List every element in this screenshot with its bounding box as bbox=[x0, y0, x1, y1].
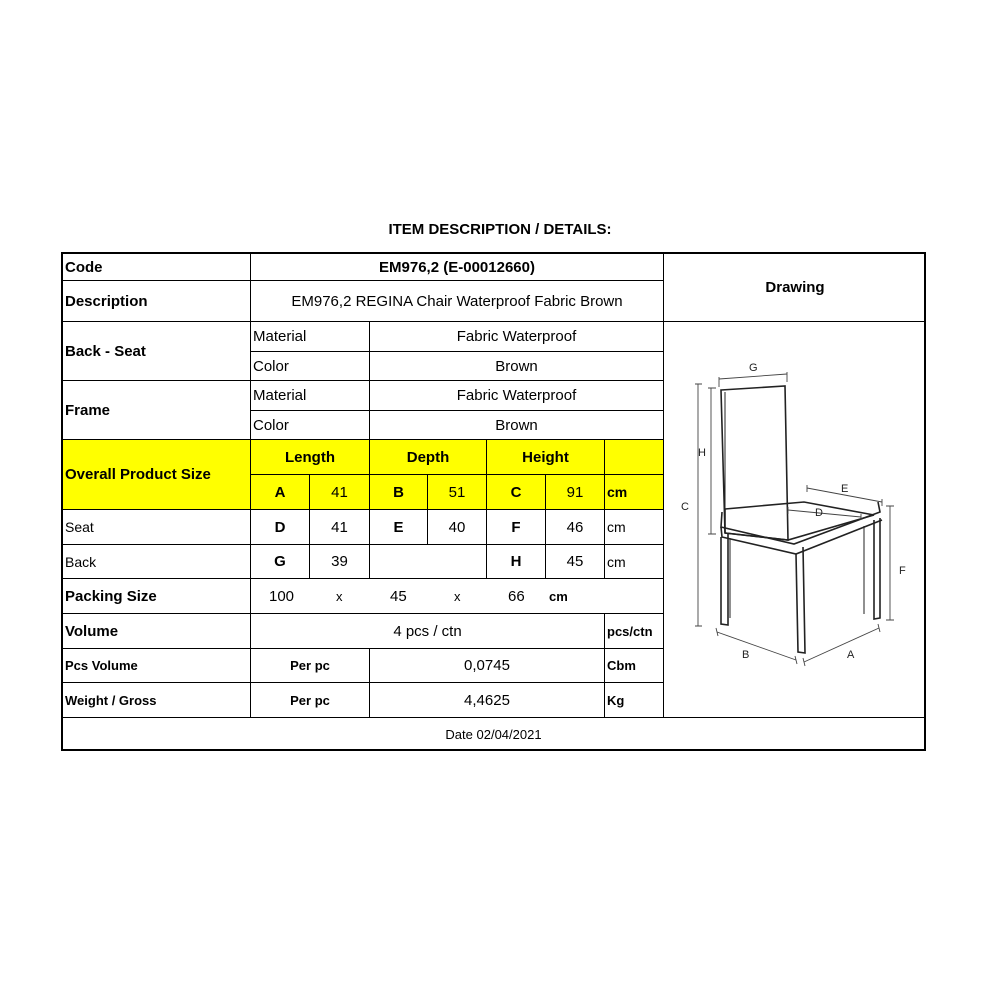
frame-color-value: Brown bbox=[370, 411, 664, 440]
overall-b-value: 51 bbox=[428, 475, 487, 510]
chair-leg-front bbox=[796, 547, 805, 653]
pcs-volume-unit: Cbm bbox=[605, 649, 664, 683]
back-label: Back bbox=[63, 545, 251, 579]
back-g-letter: G bbox=[251, 545, 310, 579]
dim-h-label: H bbox=[698, 447, 706, 459]
back-unit: cm bbox=[605, 545, 664, 579]
dim-c-label: C bbox=[681, 501, 689, 513]
back-seat-color-value: Brown bbox=[370, 352, 664, 381]
volume-value: 4 pcs / ctn bbox=[251, 614, 605, 649]
weight-label: Weight / Gross bbox=[63, 683, 251, 718]
frame-material-value: Fabric Waterproof bbox=[370, 381, 664, 411]
overall-c-value: 91 bbox=[546, 475, 605, 510]
back-seat-material-value: Fabric Waterproof bbox=[370, 322, 664, 352]
packing-x2: x bbox=[454, 588, 461, 604]
description-label: Description bbox=[63, 281, 251, 322]
pcs-volume-per: Per pc bbox=[251, 649, 370, 683]
back-seat-label: Back - Seat bbox=[63, 322, 251, 381]
back-h-letter: H bbox=[487, 545, 546, 579]
dim-a-label: A bbox=[847, 649, 855, 661]
dim-f-label: F bbox=[899, 565, 906, 577]
drawing-label: Drawing bbox=[664, 254, 926, 322]
frame-label: Frame bbox=[63, 381, 251, 440]
back-h-value: 45 bbox=[546, 545, 605, 579]
packing-height: 66 bbox=[508, 587, 525, 605]
packing-unit: cm bbox=[549, 588, 568, 604]
code-value: EM976,2 (E-00012660) bbox=[251, 254, 664, 281]
chair-backrest bbox=[721, 386, 788, 540]
weight-value: 4,4625 bbox=[370, 683, 605, 718]
back-seat-material-label: Material bbox=[251, 322, 370, 352]
packing-label: Packing Size bbox=[63, 579, 251, 614]
back-seat-color-label: Color bbox=[251, 352, 370, 381]
height-header: Height bbox=[487, 440, 605, 475]
chair-seat bbox=[725, 502, 874, 540]
pcs-volume-label: Pcs Volume bbox=[63, 649, 251, 683]
depth-header: Depth bbox=[370, 440, 487, 475]
back-g-value: 39 bbox=[310, 545, 370, 579]
seat-d-value: 41 bbox=[310, 510, 370, 545]
overall-a-letter: A bbox=[251, 475, 310, 510]
code-label: Code bbox=[63, 254, 251, 281]
dim-e-label: E bbox=[841, 483, 849, 495]
seat-d-letter: D bbox=[251, 510, 310, 545]
volume-label: Volume bbox=[63, 614, 251, 649]
dim-g-label: G bbox=[749, 362, 758, 374]
packing-width: 45 bbox=[390, 587, 407, 605]
frame-material-label: Material bbox=[251, 381, 370, 411]
description-value: EM976,2 REGINA Chair Waterproof Fabric Brown bbox=[251, 281, 664, 322]
seat-unit: cm bbox=[605, 510, 664, 545]
length-header: Length bbox=[251, 440, 370, 475]
chair-drawing bbox=[664, 322, 926, 718]
packing-length: 100 bbox=[269, 587, 295, 605]
weight-per: Per pc bbox=[251, 683, 370, 718]
date-footer: Date 02/04/2021 bbox=[445, 727, 542, 742]
packing-x1: x bbox=[336, 588, 343, 604]
overall-a-value: 41 bbox=[310, 475, 370, 510]
chair-diagram bbox=[664, 322, 926, 717]
packing-row bbox=[251, 579, 664, 614]
overall-header-blank bbox=[605, 440, 664, 475]
page-title: ITEM DESCRIPTION / DETAILS: bbox=[388, 221, 612, 238]
weight-unit: Kg bbox=[605, 683, 664, 718]
overall-c-letter: C bbox=[487, 475, 546, 510]
overall-unit: cm bbox=[605, 475, 664, 510]
volume-unit: pcs/ctn bbox=[605, 614, 664, 649]
seat-f-value: 46 bbox=[546, 510, 605, 545]
pcs-volume-value: 0,0745 bbox=[370, 649, 605, 683]
seat-label: Seat bbox=[63, 510, 251, 545]
back-blank bbox=[370, 545, 487, 579]
dim-d-label: D bbox=[815, 507, 823, 519]
overall-b-letter: B bbox=[370, 475, 428, 510]
dim-b-label: B bbox=[742, 649, 750, 661]
overall-size-label: Overall Product Size bbox=[63, 440, 251, 510]
seat-e-letter: E bbox=[370, 510, 428, 545]
frame-color-label: Color bbox=[251, 411, 370, 440]
spec-sheet bbox=[61, 252, 926, 751]
seat-f-letter: F bbox=[487, 510, 546, 545]
seat-e-value: 40 bbox=[428, 510, 487, 545]
